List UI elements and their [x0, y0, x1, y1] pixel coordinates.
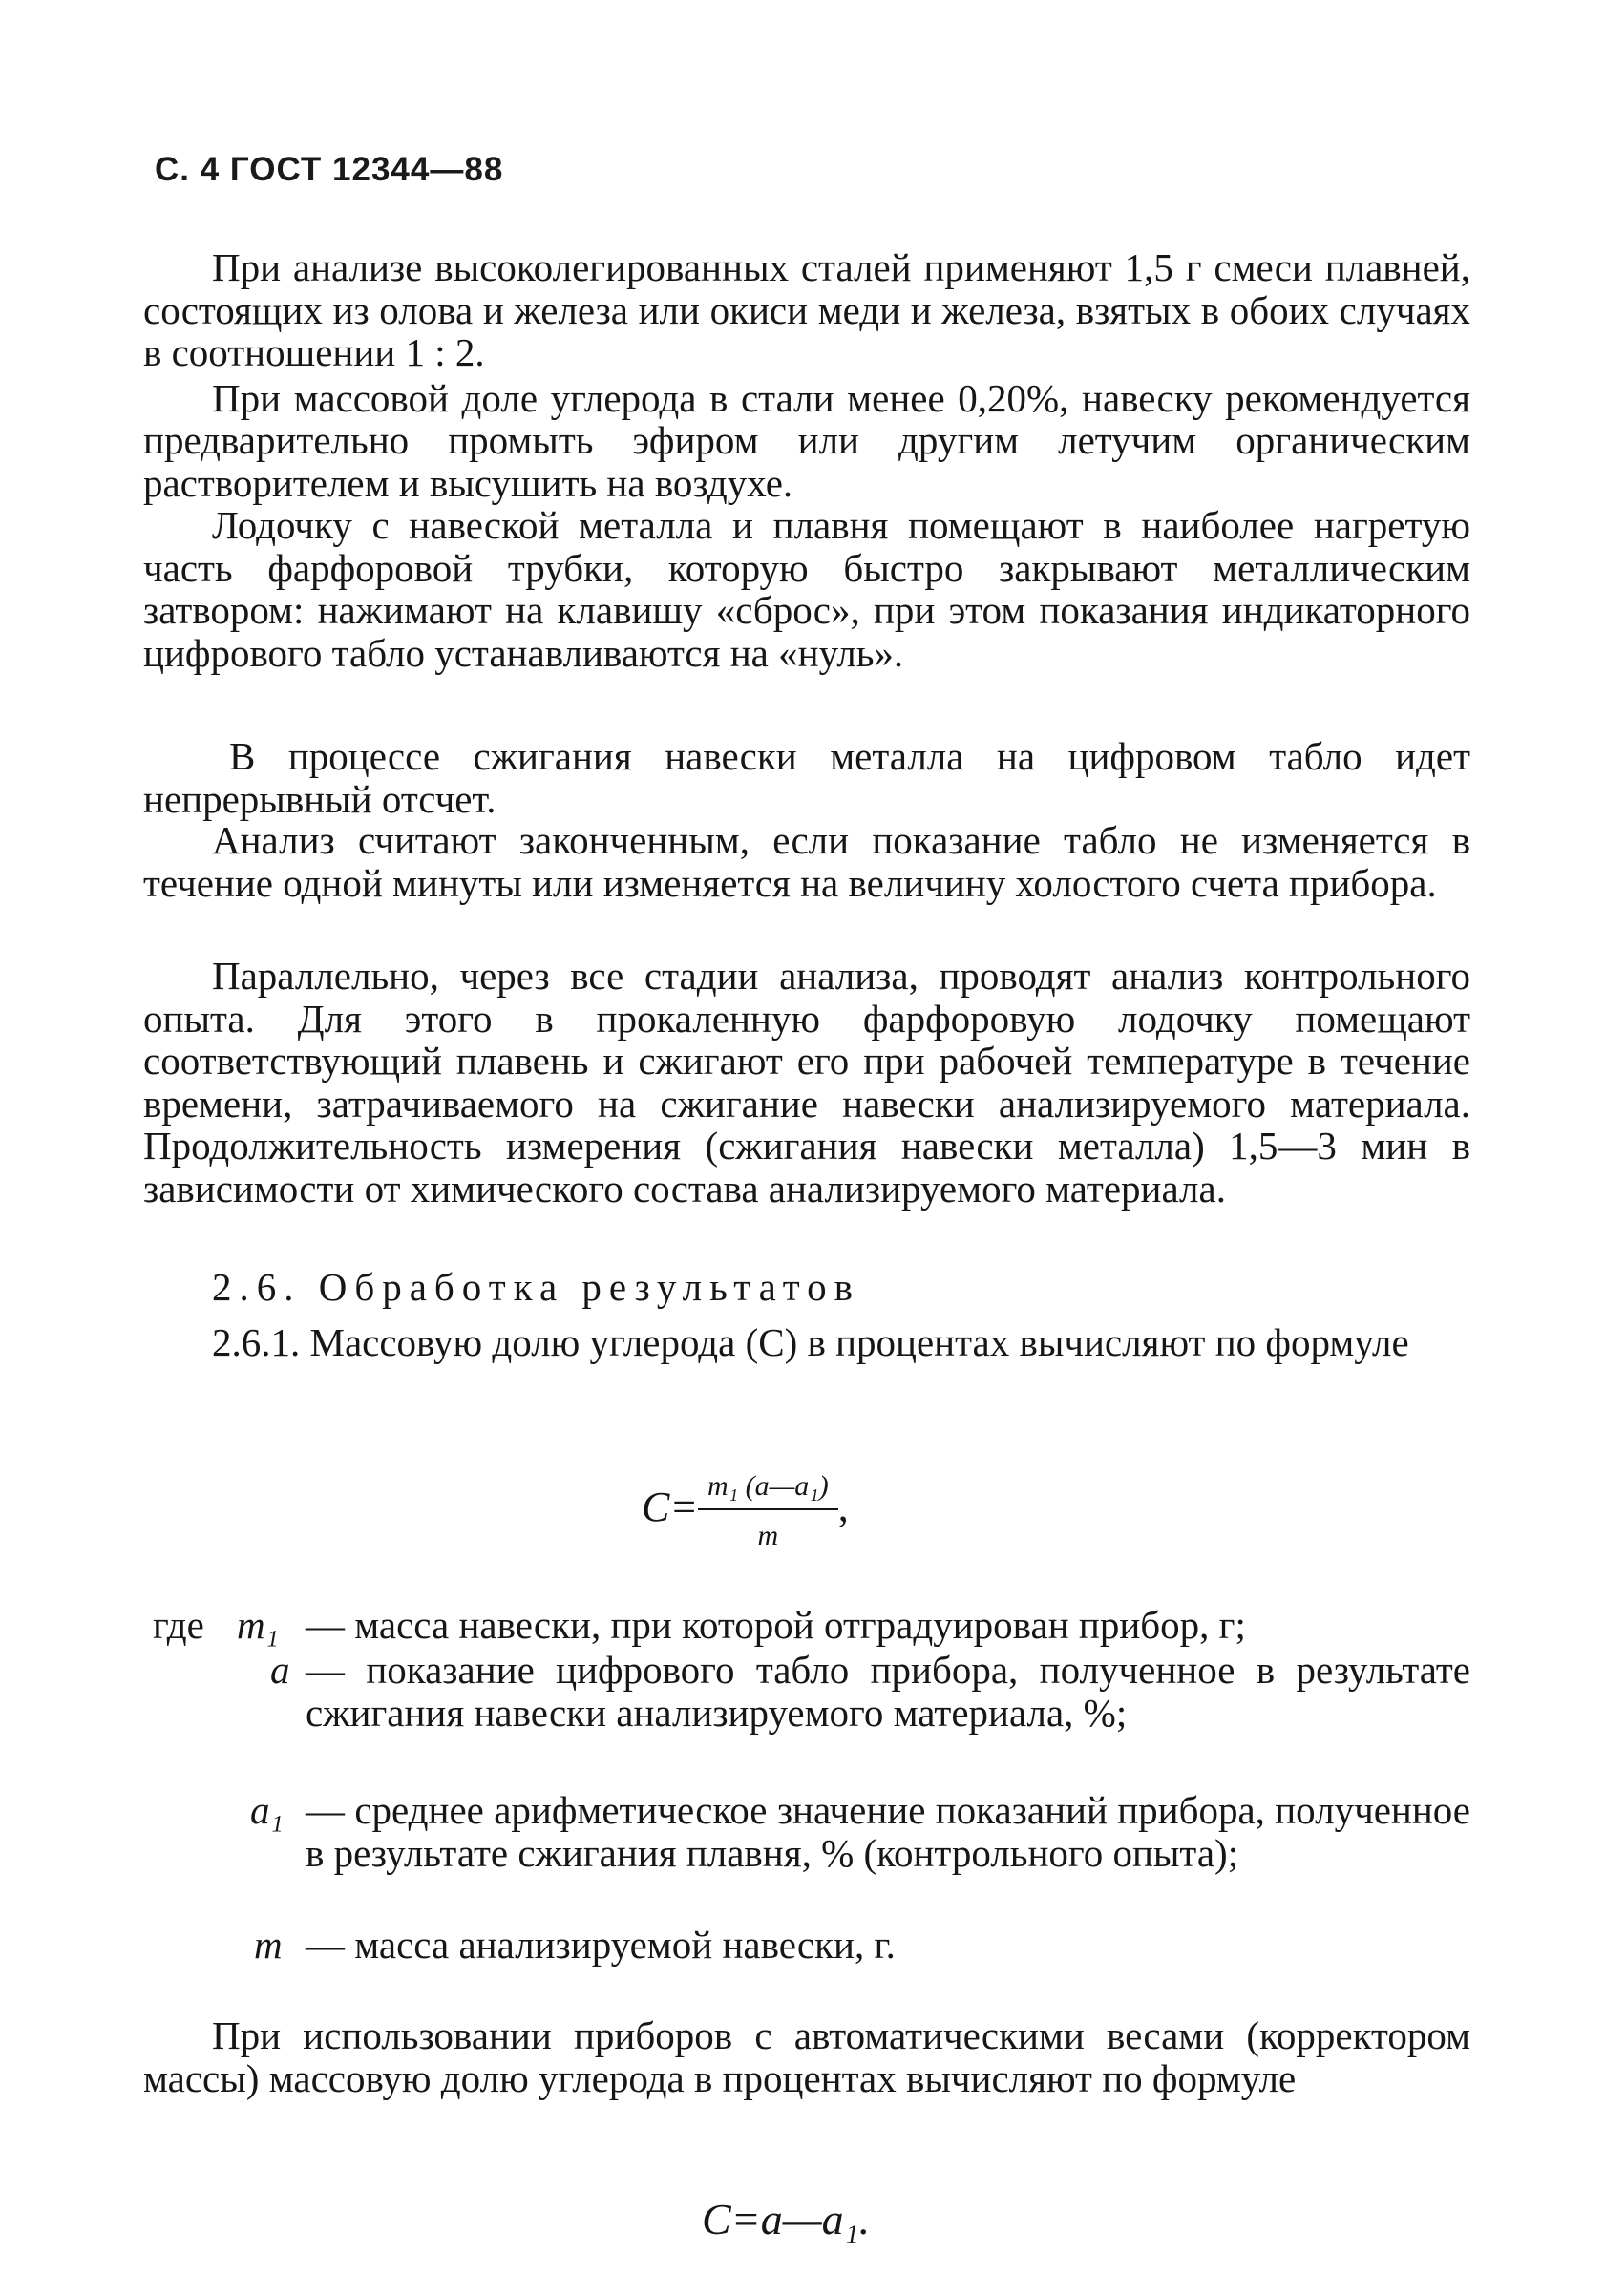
paragraph: При анализе высоколегированных сталей применяют 1,5 г смеси плавней, состоящих из олова и железа или окиси меди и железа, взятых в обоих случаях в соотношении 1 : 2. — [143, 245, 1470, 374]
paragraph-block-3 — [143, 819, 1470, 904]
section-title: 2.6. Обработка результатов — [212, 1265, 861, 1309]
paragraph-block-2 — [143, 735, 1470, 820]
legend-text: — среднее арифметическое значение показаний прибора, полученное в результате сжигания плавня, % (контрольного опыта); — [306, 1788, 1470, 1875]
legend-text: — масса навески, при которой отградуирован прибор, г; — [306, 1603, 1246, 1647]
formula-main — [642, 1470, 849, 1552]
paragraph-block-1 — [143, 246, 1470, 674]
closing-text: При использовании приборов с автоматическими весами (корректором массы) массовую долю углерода в процентах вычисляют по формуле — [143, 2013, 1470, 2100]
legend-text: — масса анализируемой навески, г. — [306, 1923, 896, 1967]
formula-trail: , — [837, 1484, 849, 1531]
closing-block — [143, 2014, 1470, 2099]
formula-fraction — [698, 1470, 838, 1552]
legend-symbol: m — [254, 1923, 283, 1967]
paragraph: Анализ считают законченным, если показание табло не изменяется в течение одной минуты или изменяется на величину холостого счета прибора. — [143, 818, 1470, 905]
legend-text: — показание цифрового табло прибора, полученное в результате сжигания навески анализируемого материала, %; — [306, 1648, 1470, 1735]
formula-lhs: C= — [642, 1484, 699, 1531]
clause-text: 2.6.1. Массовую долю углерода (С) в процентах вычисляют по формуле — [212, 1320, 1409, 1364]
page-header: С. 4 ГОСТ 12344—88 — [155, 151, 504, 188]
legend-prefix: где — [153, 1603, 204, 1647]
legend-symbol: a₁ — [250, 1788, 284, 1832]
clause-block — [143, 1321, 1470, 1364]
formula-simple: C=a—a₁. — [702, 2195, 871, 2243]
paragraph: Параллельно, через все стадии анализа, проводят анализ контрольного опыта. Для этого в прокаленную фарфоровую лодочку помещают соответствующий плавень и сжигают его при рабочей температуре в течение времени, затрачиваемого на сжигание навески анализируемого материала. Продолжительность измерения (сжигания навески металла) 1,5—3 мин в зависимости от химического состава анализируемого материала. — [143, 954, 1470, 1211]
paragraph: В процессе сжигания навески металла на цифровом табло идет непрерывный отсчет. — [143, 734, 1470, 821]
legend-symbol: m₁ — [237, 1603, 279, 1647]
paragraph: При массовой доле углерода в стали менее 0,20%, навеску рекомендуется предварительно промыть эфиром или другим летучим органическим растворителем и высушить на воздухе. — [143, 375, 1470, 505]
paragraph: Лодочку с навеской металла и плавня помещают в наиболее нагретую часть фарфоровой трубки, которую быстро закрывают металлическим затвором: нажимают на клавишу «сброс», при этом показания индикаторного цифрового табло устанавливаются на «нуль». — [143, 503, 1470, 675]
formula-denominator: m — [757, 1520, 779, 1551]
legend-symbol: a — [270, 1648, 290, 1692]
formula-numerator: m₁ (a—a₁) — [698, 1470, 838, 1510]
paragraph-block-4 — [143, 955, 1470, 1210]
